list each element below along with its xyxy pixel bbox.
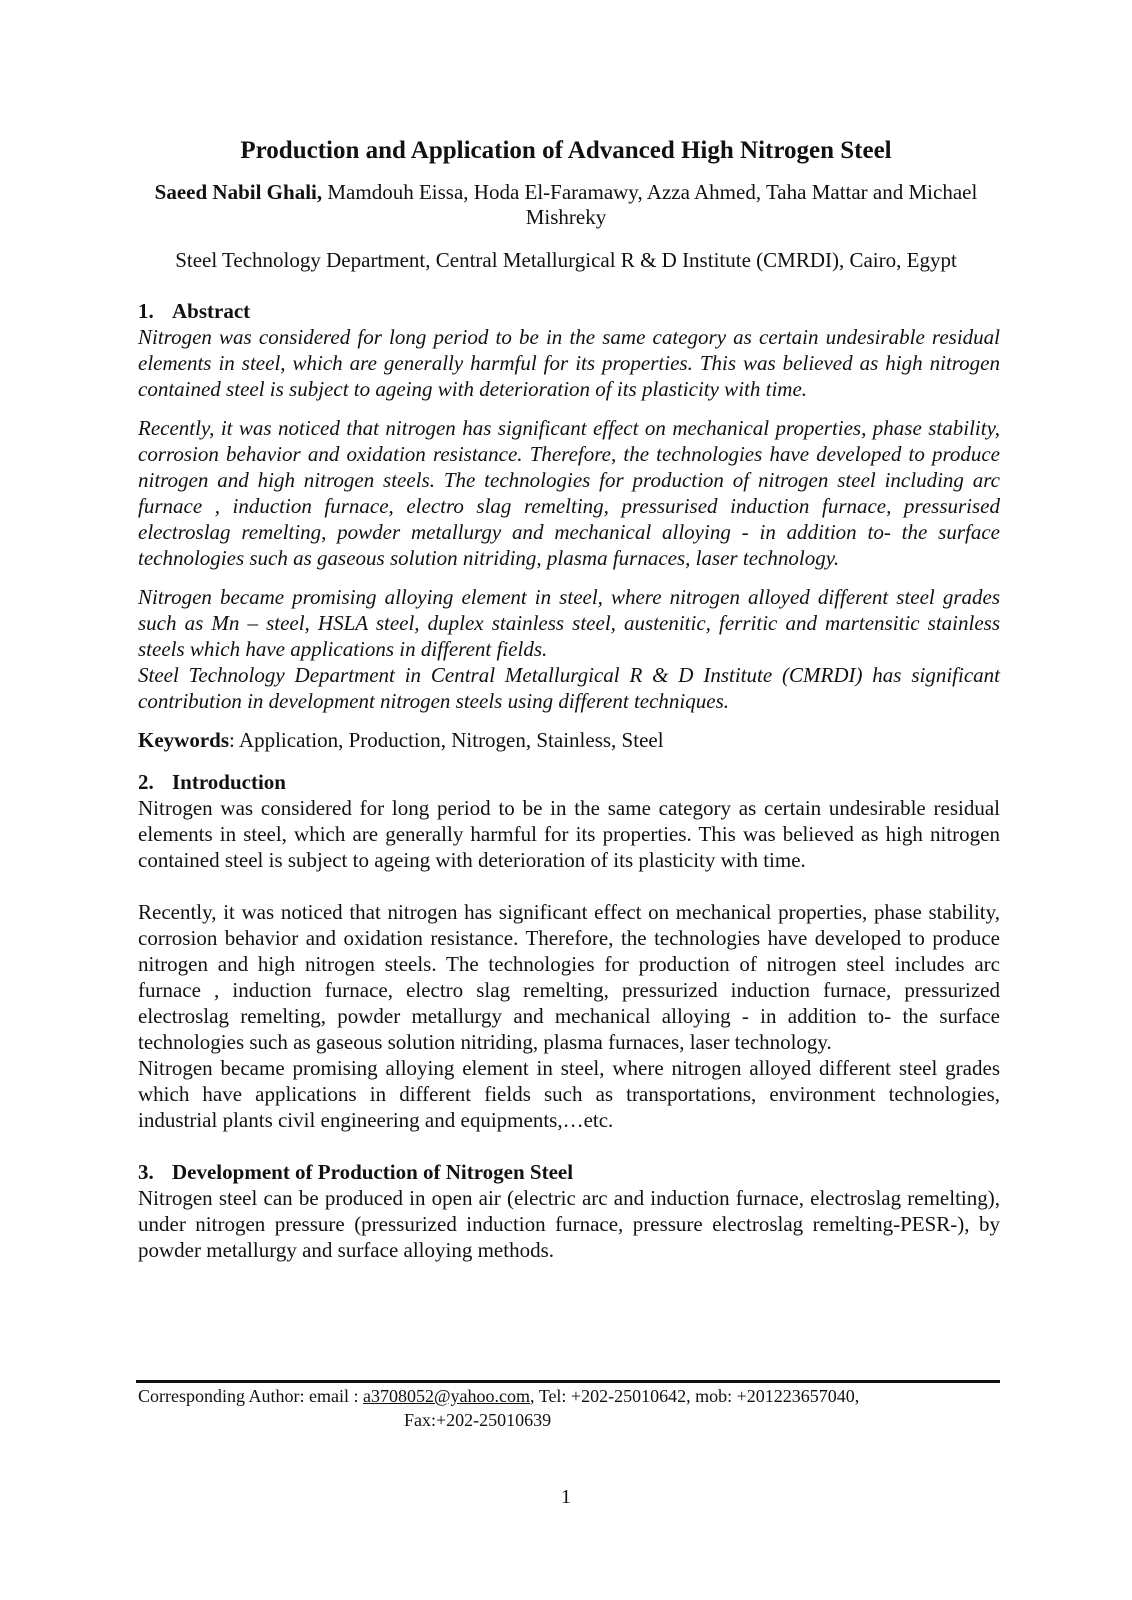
introduction-paragraph: Nitrogen was considered for long period to be in the same category as certain undesirable residual elements in steel, which are generally harmful for its properties. This was believed as high nitrogen contained steel is subject to ageing with deterioration of its plasticity with time.: [138, 796, 1000, 872]
keywords-text: : Application, Production, Nitrogen, Stainless, Steel: [229, 728, 664, 752]
abstract-number: 1.: [138, 299, 154, 323]
development-heading: [138, 1159, 1000, 1185]
introduction-heading-text: Introduction: [172, 770, 286, 794]
introduction-paragraph: Nitrogen became promising alloying element in steel, where nitrogen alloyed different steel grades which have applications in different fields such as transportations, environment technologies, industrial plants civil engineering and equipments,…etc.: [138, 1056, 1000, 1132]
abstract-paragraph: Recently, it was noticed that nitrogen has significant effect on mechanical properties, phase stability, corrosion behavior and oxidation resistance. Therefore, the technologies have developed to produce nitrogen and high nitrogen steels. The technologies for production of nitrogen steel including arc furnace , induction furnace, electro slag remelting, pressurised induction furnace, pressurised electroslag remelting, powder metallurgy and mechanical alloying - in addition to- the surface technologies such as gaseous solution nitriding, plasma furnaces, laser technology.: [138, 416, 1000, 570]
body-content: [138, 298, 1000, 1263]
footnote-fax: Fax:+202-25010639: [404, 1410, 552, 1430]
email-link[interactable]: a3708052@yahoo.com: [362, 1386, 531, 1406]
abstract-paragraph: Steel Technology Department in Central Metallurgical R & D Institute (CMRDI) has significant contribution in development nitrogen steels using different techniques.: [138, 663, 1000, 713]
abstract-heading-text: Abstract: [172, 299, 251, 323]
corresponding-author-footnote: [138, 1384, 1000, 1432]
development-heading-text: Development of Production of Nitrogen Steel: [172, 1160, 574, 1184]
keywords: [138, 727, 1000, 753]
paper-title: Production and Application of Advanced High Nitrogen Steel: [240, 137, 892, 164]
introduction-paragraph: Recently, it was noticed that nitrogen has significant effect on mechanical properties, phase stability, corrosion behavior and oxidation resistance. Therefore, the technologies have developed to produce nitrogen and high nitrogen steels. The technologies for production of nitrogen steel includes arc furnace , induction furnace, electro slag remelting, pressurized induction furnace, pressurized electroslag remelting, powder metallurgy and mechanical alloying - in addition to- the surface technologies such as gaseous solution nitriding, plasma furnaces, laser technology.: [138, 900, 1000, 1054]
keywords-label: Keywords: [138, 728, 229, 752]
footnote-prefix: Corresponding Author: email :: [138, 1386, 363, 1406]
abstract-paragraph: Nitrogen was considered for long period to be in the same category as certain undesirable residual elements in steel, which are generally harmful for its properties. This was believed as high nitrogen contained steel is subject to ageing with deterioration of its plasticity with time.: [138, 325, 1000, 401]
page-number: 1: [561, 1486, 571, 1508]
affiliation: Steel Technology Department, Central Metallurgical R & D Institute (CMRDI), Cairo, Egypt: [175, 248, 957, 272]
abstract-heading: [138, 298, 1000, 324]
footnote-divider: [136, 1380, 1000, 1383]
introduction-number: 2.: [138, 770, 154, 794]
development-number: 3.: [138, 1160, 154, 1184]
footnote-line-1: [138, 1384, 1000, 1408]
lead-author: Saeed Nabil Ghali,: [154, 180, 323, 204]
footnote-contact: , Tel: +202-25010642, mob: +201223657040,: [530, 1386, 860, 1406]
co-authors: Mamdouh Eissa, Hoda El-Faramawy, Azza Ahmed, Taha Mattar and Michael Mishreky: [322, 180, 978, 229]
introduction-heading: [138, 769, 1000, 795]
author-list: [130, 180, 1002, 230]
abstract-paragraph: Nitrogen became promising alloying element in steel, where nitrogen alloyed different steel grades such as Mn – steel, HSLA steel, duplex stainless steel, austenitic, ferritic and martensitic stainless steels which have applications in different fields.: [138, 585, 1000, 661]
development-paragraph: Nitrogen steel can be produced in open air (electric arc and induction furnace, electroslag remelting), under nitrogen pressure (pressurized induction furnace, pressure electroslag remelting-PESR-), by powder metallurgy and surface alloying methods.: [138, 1186, 1000, 1262]
